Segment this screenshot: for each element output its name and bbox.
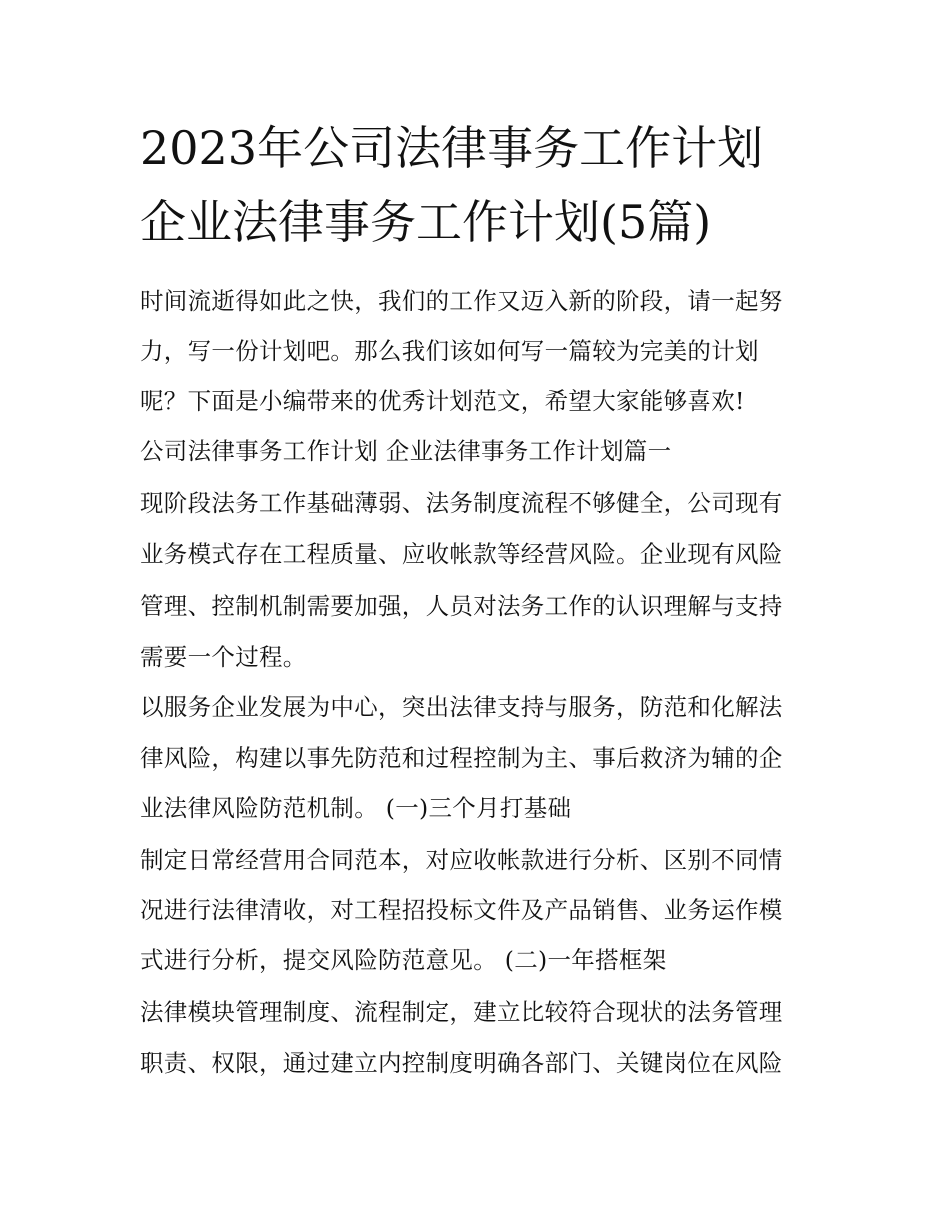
body-line-1: 时间流逝得如此之快，我们的工作又迈入新的阶段，请一起努 (140, 287, 783, 315)
section-heading-1: 公司法律事务工作计划 企业法律事务工作计划篇一 (140, 437, 672, 465)
body-line-12: 制定日常经营用合同范本，对应收帐款进行分析、区别不同情 (140, 846, 783, 874)
body-line-6: 业务模式存在工程质量、应收帐款等经营风险。企业现有风险 (140, 540, 783, 568)
body-line-10: 律风险，构建以事先防范和过程控制为主、事后救济为辅的企 (140, 744, 783, 772)
body-line-5: 现阶段法务工作基础薄弱、法务制度流程不够健全，公司现有 (140, 489, 783, 517)
body-line-16: 职责、权限，通过建立内控制度明确各部门、关键岗位在风险 (140, 1049, 783, 1077)
document-title-line-1: 2023年公司法律事务工作计划 (140, 121, 764, 175)
body-line-9: 以服务企业发展为中心，突出法律支持与服务，防范和化解法 (140, 693, 783, 721)
body-line-15: 法律模块管理制度、流程制定，建立比较符合现状的法务管理 (140, 998, 783, 1026)
body-line-13: 况进行法律清收，对工程招投标文件及产品销售、业务运作模 (140, 896, 783, 924)
body-line-11: 业法律风险防范机制。 (一)三个月打基础 (140, 794, 572, 822)
document-title-line-2: 企业法律事务工作计划(5篇) (140, 195, 712, 249)
body-line-2: 力，写一份计划吧。那么我们该如何写一篇较为完美的计划 (140, 337, 759, 365)
body-line-8: 需要一个过程。 (140, 643, 307, 671)
body-line-7: 管理、控制机制需要加强，人员对法务工作的认识理解与支持 (140, 592, 783, 620)
body-line-3: 呢？下面是小编带来的优秀计划范文，希望大家能够喜欢! (140, 387, 745, 415)
body-line-14: 式进行分析，提交风险防范意见。 (二)一年搭框架 (140, 946, 667, 974)
